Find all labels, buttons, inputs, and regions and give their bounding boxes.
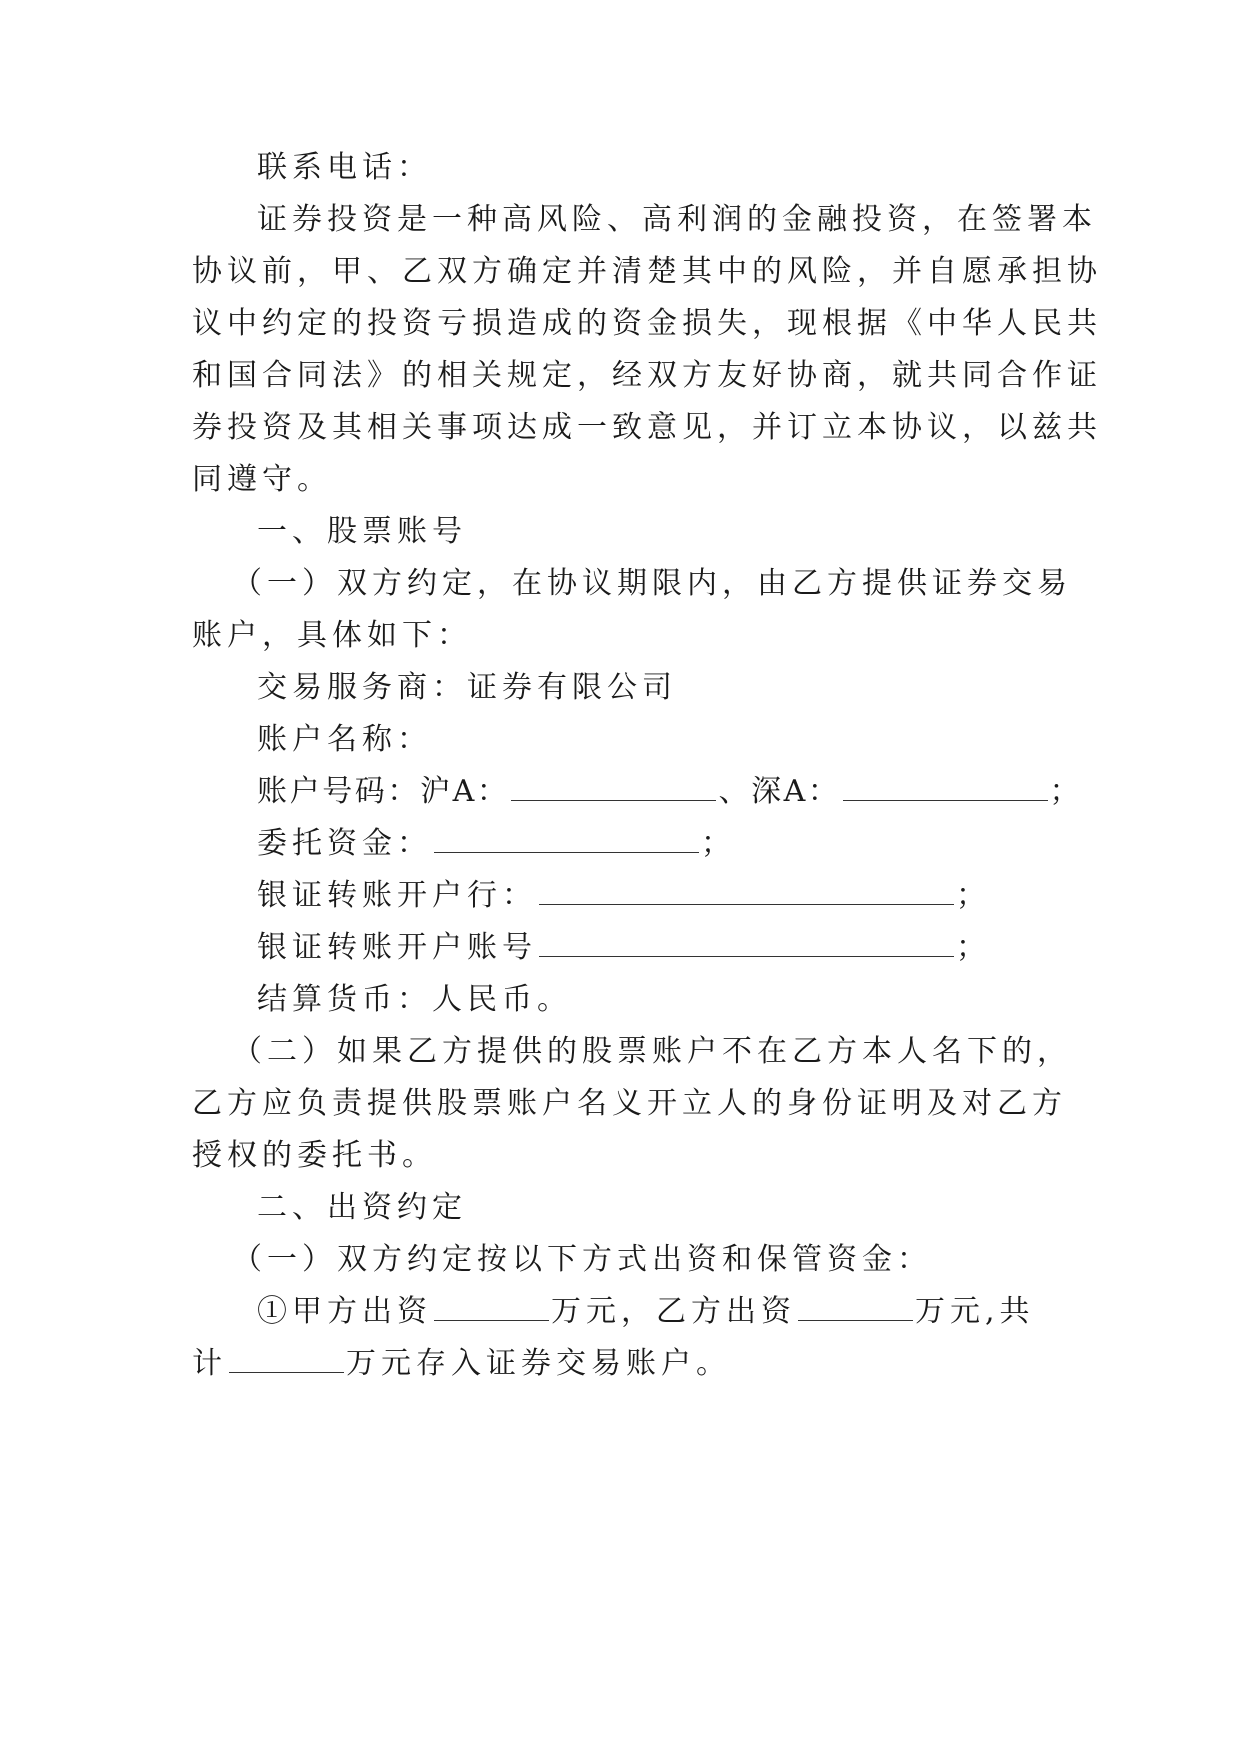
bank-transfer-account-line (257, 928, 1127, 968)
contribution-line (257, 1292, 1127, 1332)
account-name-line: 账户名称： (257, 722, 432, 757)
contribution-part1: ①甲方出资 (257, 1294, 432, 1329)
account-number-line (257, 772, 1127, 812)
paragraph-line: （一）双方约定按以下方式出资和保管资金： (232, 1242, 932, 1277)
section-heading: 二、出资约定 (257, 1190, 467, 1225)
entrusted-funds-end: ； (701, 826, 736, 861)
bank-transfer-account-label: 银证转账开户账号 (257, 930, 537, 965)
bank-transfer-bank-line (257, 876, 1127, 916)
settlement-currency-line: 结算货币：人民币。 (257, 982, 572, 1017)
paragraph-line: 证券投资是一种高风险、高利润的金融投资，在签署本 (257, 202, 1097, 237)
bank-transfer-account-blank[interactable] (539, 930, 954, 957)
paragraph-line: （二）如果乙方提供的股票账户不在乙方本人名下的， (232, 1034, 1072, 1069)
account-number-mid: 、深A： (718, 774, 841, 809)
party-b-amount-blank[interactable] (798, 1294, 913, 1321)
paragraph-line: 议中约定的投资亏损造成的资金损失，现根据《中华人民共 (192, 306, 1102, 341)
entrusted-funds-label: 委托资金： (257, 826, 432, 861)
shenzhen-a-blank[interactable] (843, 774, 1048, 801)
bank-transfer-bank-blank[interactable] (539, 878, 954, 905)
contribution-part5: 万元存入证券交易账户。 (346, 1346, 731, 1381)
bank-transfer-bank-end: ； (956, 878, 991, 913)
contribution-part4: 计 (192, 1346, 227, 1381)
paragraph-line: 和国合同法》的相关规定，经双方友好协商，就共同合作证 (192, 358, 1102, 393)
paragraph-line: 同遵守。 (192, 462, 332, 497)
paragraph-line: 授权的委托书。 (192, 1138, 437, 1173)
paragraph-line: 协议前，甲、乙双方确定并清楚其中的风险，并自愿承担协 (192, 254, 1102, 289)
contact-phone-line: 联系电话： (257, 150, 432, 185)
paragraph-line: 券投资及其相关事项达成一致意见，并订立本协议，以兹共 (192, 410, 1102, 445)
paragraph-line: 乙方应负责提供股票账户名义开立人的身份证明及对乙方 (192, 1086, 1067, 1121)
paragraph-line: 账户，具体如下： (192, 618, 472, 653)
bank-transfer-account-end: ； (956, 930, 991, 965)
entrusted-funds-blank[interactable] (434, 826, 699, 853)
entrusted-funds-line (257, 824, 1127, 864)
bank-transfer-bank-label: 银证转账开户行： (257, 878, 537, 913)
shanghai-a-blank[interactable] (511, 774, 716, 801)
section-heading: 一、股票账号 (257, 514, 467, 549)
contribution-total-line (192, 1344, 1062, 1384)
broker-line: 交易服务商：证券有限公司 (257, 670, 677, 705)
party-a-amount-blank[interactable] (434, 1294, 549, 1321)
contribution-part3: 万元,共 (915, 1294, 1035, 1329)
account-number-label: 账户号码：沪A： (257, 774, 510, 809)
total-amount-blank[interactable] (229, 1346, 344, 1373)
paragraph-line: （一）双方约定，在协议期限内，由乙方提供证券交易 (232, 566, 1072, 601)
account-number-end: ； (1049, 774, 1083, 809)
contribution-part2: 万元，乙方出资 (551, 1294, 796, 1329)
